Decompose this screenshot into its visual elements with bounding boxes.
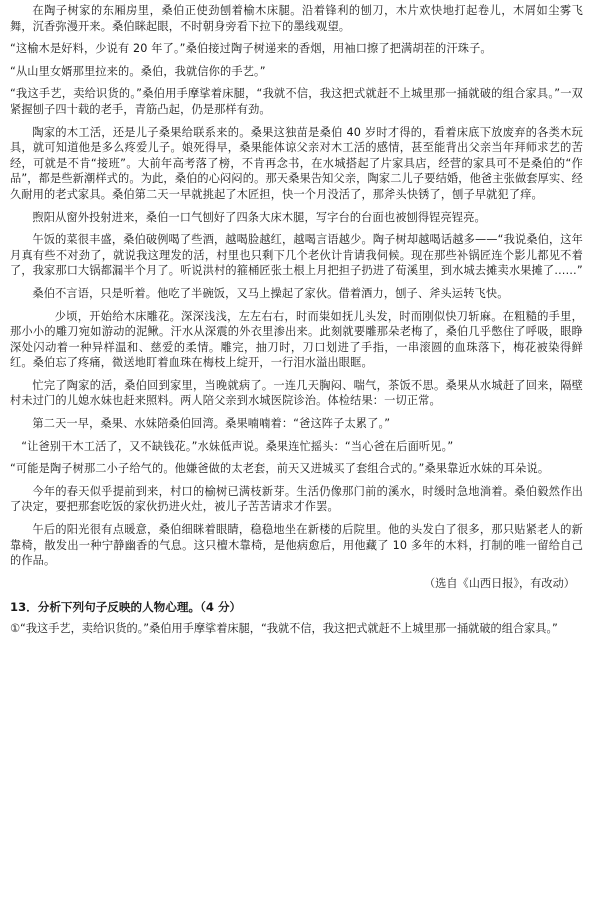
paragraph-4: “我这手艺，卖给识货的。”桑伯用手摩挲着床腿，“我就不信，我这把式就赶不上城里那一捅就破的组合家具。”一双紧握刨子四十载的老手，青筋凸起，仍是那样有劲。: [10, 87, 583, 116]
paragraph-13: “可能是陶子树那二小子给气的。他嫌爸做的太老套，前天又进城买了套组合式的。”桑果靠近水妹的耳朵说。: [10, 462, 550, 476]
paragraph-9: 少顷，开始给木床雕花。深深浅浅，左左右右，时而粜如抚儿头发，时而刚似快刀斩麻。在粗糙的手里，那小小的雕刀宛如游动的泥鳅。汗水从深震的外衣里渗出来。此刻就要雕那朵老梅了，桑伯几乎憋住了呼吸，眼睁深处闪动着一种异样温和、慈爱的柔情。雕完，抽刀时，刀口划进了手指，一串滚圆的血珠落下，梅花被染得鲜红。桑伯忘了疼痛，微送地盯着血珠在梅枝上绽开，一行泪水溢出眼眶。: [10, 309, 583, 370]
paragraph-8: 桑伯不言语，只是听着。他吃了半碗饭，又马上操起了家伙。借着酒力，刨子、斧头运转飞快。: [32, 286, 509, 300]
paragraph-11: 第二天一早，桑果、水妹陪桑伯回湾。桑果喃喃着：“爸这阵子太累了。”: [32, 417, 391, 431]
paragraph-15: 午后的阳光很有点暖意，桑伯细眯着眼睛，稳稳地坐在新楼的后院里。他的头发白了很多，那只贴紧老人的新靠椅，散发出一种宁静幽香的气息。这只檀木靠椅，是他病愈后，用他藏了 10 多年的木料，打制的唯一留给自己的作品。: [10, 523, 583, 568]
paragraph-2: “这榆木是好料，少说有 20 年了。”桑伯接过陶子树递来的香烟，用袖口擦了把满胡茬的汗珠子。: [10, 42, 492, 56]
paragraph-7: 午饭的菜很丰盛，桑伯破例喝了些酒，越喝脸越红，越喝言语越少。陶子树却越喝话越多——“我说桑伯，这年月真有些不对劲了，就说我这理发的活，村里也只剩下几个老伙计肯请我伺候。现在那些补锅匠连个影儿都见不着了，我家那口大锅都漏半个月了。听说洪村的箍桶匠张土根上月把担子扔进了荀溪里，到水城去摊卖水果摊了……”: [10, 233, 583, 278]
question-title: 13．分析下列句子反映的人物心理。（4 分）: [10, 600, 242, 615]
paragraph-6: 煦阳从窗外投射进来，桑伯一口气刨好了四条大床木腿，写字台的台面也被刨得锃亮锃亮。: [32, 210, 486, 224]
paragraph-10: 忙完了陶家的活，桑伯回到家里，当晚就病了。一连几天胸闷、喘气，茶饭不思。桑果从水城赶了回来，隔壁村未过门的儿媳水妹也赶来照料。两人陪父亲到水城医院诊治。体检结果：一切正常。: [10, 378, 583, 408]
article-body: [10, 3, 583, 569]
paragraph-3: “从山里女婿那里拉来的。桑伯，我就信你的手艺。”: [10, 64, 266, 78]
source-citation: （选自《山西日报》，有改动）: [423, 576, 575, 590]
paragraph-12: “让爸别干木工活了，又不缺钱花。”水妹低声说。桑果连忙摇头：“当心爸在后面听见。”: [21, 439, 454, 453]
question-item-1: ①“我这手艺，卖给识货的。”桑伯用手摩挲着床腿，“我就不信，我这把式就赶不上城里那一捅就破的组合家具。”: [10, 622, 558, 636]
paragraph-5: 陶家的木工活，还是儿子桑果给联系来的。桑果这独苗是桑伯 40 岁时才得的，看着床底下放废弃的各类木玩具，就可知道他是多么疼爱儿子。娘死得早，桑果能体谅父亲对木工活的感情，甚至能背出父亲当年拜师求艺的苦经，可就是不肯“接班”。大前年高考落了榜，不肯再念书，在水城搭起了片家具店，经营的家具可不是桑伯的“作品”，都是些新潮样式的。为此，桑伯的心闷闷的。那天桑果告知父亲，陶家二儿子要结婚，他爸主张做套厚实、经久耐用的老式家具。桑伯第二天一早就挑起了木匠担，快一个月没活了，那斧头快锈了，刨子早就犯了痒。: [10, 125, 583, 201]
paragraph-1: 在陶子树家的东厢房里，桑伯正使劲刨着榆木床腿。沿着锋利的刨刀，木片欢快地打起卷儿，木屑如尘雾飞舞，沉香弥漫开来。桑伯眯起眼，不时朝身旁看下拉下的墨线观望。: [10, 4, 583, 33]
paragraph-14: 今年的春天似乎提前到来，村口的榆树已满枝新芽。生活仍像那门前的溪水，时缓时急地淌着。桑伯毅然作出了决定，要把那套吃饭的家伙扔进火灶，被儿子苦苦请求才作罢。: [10, 484, 583, 514]
